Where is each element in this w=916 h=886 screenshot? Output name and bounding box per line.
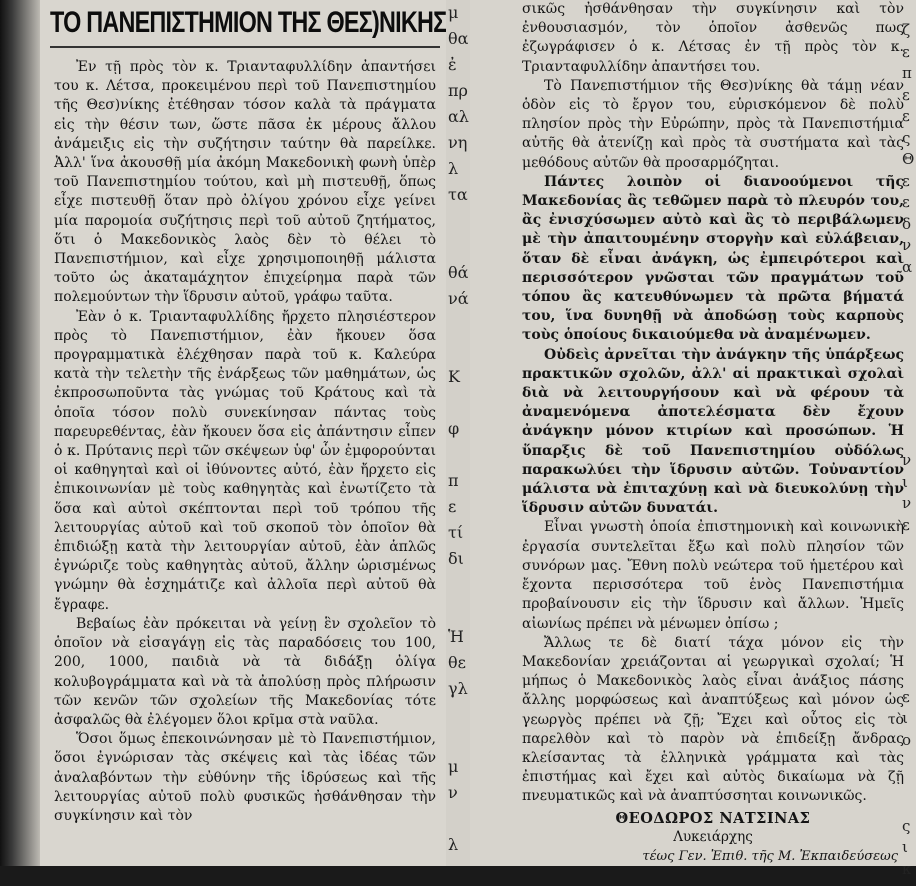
fragment — [446, 338, 470, 364]
fragment: ν — [902, 494, 912, 512]
fragment — [902, 665, 916, 687]
author-role: τέως Γεν. Ἐπιθ. τῆς Μ. Ἐκπαιδεύσεως — [642, 848, 898, 864]
fragment: ν — [902, 451, 912, 469]
fragment: τα — [448, 185, 468, 204]
fragment: μ — [448, 3, 459, 22]
fragment: ε — [902, 107, 910, 125]
fragment: δ — [902, 214, 912, 233]
fragment: ν — [448, 783, 458, 802]
adjacent-column-fragments — [446, 0, 470, 866]
paragraph: σικῶς ἠσθάνθησαν τὴν συγκίνησιν καὶ τὸν ἐνθουσιασμόν, τὸν ὁποῖον ἀσθενῶς πως ἐζωγράφισεν ὁ κ. Λέτσας ἐν τῇ πρὸς τὸν κ. Τριανταφυλλίδην ἀπαντήσει του. — [522, 1, 904, 75]
fragment: ι — [902, 709, 908, 727]
fragment: δι — [448, 549, 464, 568]
fragment — [902, 558, 916, 580]
fragment: ἐ — [448, 55, 457, 74]
fragment — [902, 343, 916, 365]
paragraph: Βεβαίως ἐὰν πρόκειται νὰ γείνῃ ἓν σχολεῖον τὸ ὁποῖον νὰ εἰσαγάγῃ εἰς τὰς παραδόσεις του 100, 200, 1000, παιδιὰ νὰ τὰ διδάξῃ ὀλίγα κολυβογράμματα καὶ νὰ τὰ ἀπολύσῃ πρὸς πλήρωσιν τῶν κενῶν τῶν σχολείων τῆς Μακεδονίας τότε ἀσφαλῶς θὰ ἐλέγομεν ὅλοι κρῖμα στὰ ναῦλα. — [54, 615, 436, 728]
fragment: θα — [448, 29, 469, 48]
paragraph: Ἐὰν ὁ κ. Τριανταφυλλίδης ἤρχετο πλησιέστερον πρὸς τὸ Πανεπιστήμιον, ἐὰν ἤκουεν ὅσα προγραμματικὰ ἐλέχθησαν παρὰ τοῦ κ. Καλεύρα κατὰ τὴν τελετὴν τῆς ἐνάρξεως τῶν μαθημάτων, ὡς ἐκπροσωποῦντα τὰς γνώμας τοῦ Κράτους καὶ τὰ ὁποῖα τόσον πολὺ συνεκίνησαν πάντας τοὺς παρευρεθέντας, ἐὰν ἤκουεν ὅσα εἰς ἀπάντησιν εἶπεν ὁ κ. Πρύτανις περὶ τῶν σκέψεων ὑφ' ὧν ἐμφορούνται οἱ καθηγηταὶ καὶ οἱ ἰθύνοντες αὐτό, ἐὰν ἤρχετο εἰς ἐπικοινωνίαν μὲ τοὺς καθηγητὰς καὶ ἐνωτίζετο τὰ ὅσα καὶ αὐτοὶ σκέπτονται περὶ τοῦ τρόπου τῆς λειτουργίας αὐτοῦ καὶ τοῦ σκοποῦ τὸν ὁποῖον θὰ ἐπιδιώξῃ κατὰ τὴν λειτουργίαν αὐτοῦ, ἐὰν ἁπλῶς ἐγνώριζε τοὺς καθηγητὰς αὐτοῦ, ἄλλην ὡρισμένως γνώμην θὰ ἐσχημάτιζε καὶ ἀλλοῖα περὶ αὐτοῦ θὰ ἔγραφε. — [54, 308, 436, 613]
fragment: ε — [902, 515, 910, 534]
fragment: ι — [902, 472, 908, 491]
fragment — [902, 579, 916, 601]
fragment — [446, 208, 470, 234]
fragment — [446, 572, 470, 598]
fragment: γλ — [448, 679, 468, 698]
fragment — [446, 598, 470, 624]
paragraph: Ὅσοι ὅμως ἐπεκοινώνησαν μὲ τὸ Πανεπιστήμιον, ὅσοι ἐγνώρισαν τὰς σκέψεις καὶ τὰς ἰδέας τῶν ἀναλαβόντων τὴν εὐθύνην τῆς ἱδρύσεως καὶ τῆς λειτουργίας αὐτοῦ πολὺ φυσικῶς ἠσθάνθησαν τὴν συγκίνησιν καὶ τὸν — [54, 731, 436, 824]
fragment: τί — [448, 523, 464, 542]
author-name: ΘΕΟΔΩΡΟΣ ΝΑΤΣΙΝΑΣ — [615, 809, 811, 827]
fragment — [446, 442, 470, 468]
fragment: ε — [448, 497, 457, 516]
fragment: ε — [902, 193, 910, 211]
paragraph: Ἄλλως τε δὲ διατί τάχα μόνον εἰς τὴν Μακεδονίαν χρειάζονται αἱ γεωργικαὶ σχολαί; Ἡ μήπως ὁ Μακεδονικὸς λαὸς εἶναι ἀνάξιος πάσης ἄλλης μορφώσεως καὶ ἀναπτύξεως καὶ μόνον ὡς γεωργὸς πρέπει νὰ ζῇ; Ἔχει καὶ οὗτος εἰς τὸ παρελθὸν καὶ τὸ παρὸν νὰ ἐπιδείξῃ ἄνδρας κλείσαντας τὰ ἑλληνικὰ γράμματα καὶ τὰς ἐπιστήμας καὶ ἔχει καὶ αὐτὸς δικαίωμα νὰ ζῇ πνευματικῶς καὶ νὰ ἀναπτύσσηται κοινωνικῶς. — [522, 634, 904, 805]
paragraph: Ἐν τῇ πρὸς τὸν κ. Τριανταφυλλίδην ἀπαντήσει του κ. Λέτσα, προκειμένου περὶ τοῦ Πανεπιστημίου τῆς Θεσ)νίκης ἐτέθησαν τόσον καλὰ τὰ πράγματα εἰς τὴν θέσιν των, ὥστε πᾶσα ἐκ μέρους ἄλλου ἀνάμειξις εἰς τὴν συζήτησιν ταύτην θὰ παρείλκε. Ἀλλ' ἵνα ἀκουσθῇ μία ἀκόμη Μακεδονικὴ φωνὴ ὑπὲρ τοῦ Πανεπιστημίου τούτου, καὶ μὴ πιστευθῇ, ὅπως εἶχε πιστευθῇ ὅταν πρὸ ὀλίγου χρόνου εἶχε γείνει μία παρομοία συζήτησις περὶ τοῦ αὐτοῦ ζητήματος, ὅτι ὁ Μακεδονικὸς λαὸς δὲν τὸ θέλει τὸ Πανεπιστήμιον, καὶ εἶχε χρησιμοποιηθῇ μάλιστα τοῦτο ὡς ἀκαταμάχητον ἐπιχείρημα παρὰ τῶν πολεμούντων τὴν ἵδρυσιν αὐτοῦ, γράφω ταῦτα. — [54, 59, 436, 306]
fragment — [446, 728, 470, 754]
fragment: ε — [902, 85, 910, 104]
fragment: νη — [448, 133, 468, 152]
fragment: Θ — [902, 150, 915, 168]
fragment — [902, 429, 916, 451]
fragment: μ — [448, 757, 459, 776]
fragment: θε — [448, 653, 466, 672]
fragment: ε — [902, 42, 910, 61]
fragment: ς — [902, 128, 911, 147]
fragment: α — [902, 257, 913, 276]
fragment: λ — [448, 835, 459, 854]
fragment: π — [902, 64, 912, 82]
fragment — [446, 806, 470, 832]
fragment — [902, 622, 916, 644]
fragment — [902, 751, 916, 773]
adjacent-column-fragments-right — [902, 0, 916, 886]
fragment: ς — [902, 816, 911, 835]
fragment — [902, 644, 916, 666]
fragment: θά — [448, 263, 469, 282]
fragment: λ — [448, 159, 459, 178]
paragraph: Οὐδεὶς ἀρνεῖται τὴν ἀνάγκην τῆς ὑπάρξεως πρακτικῶν σχολῶν, ἀλλ' αἱ πρακτικαὶ σχολαὶ διὰ νὰ λειτουργήσουν καὶ νὰ φέρουν τὰ ἀναμενόμενα ἀποτελέσματα δὲν ἔχουν ἀνάγκην μόνον κτιρίων καὶ προσώπων. Ἡ ὕπαρξις δὲ τοῦ Πανεπιστημίου οὐδόλως παρακωλύει τὴν ἵδρυσιν αὐτῶν. Τοὐναντίον μάλιστα νὰ ἐπιταχύνῃ καὶ νὰ διευκολύνῃ τὴν ἵδρυσιν αὐτῶν δυνατάι. — [522, 346, 904, 517]
fragment — [902, 278, 916, 300]
fragment — [902, 536, 916, 558]
fragment: ι — [902, 838, 908, 856]
right-clipping — [470, 0, 916, 878]
fragment: ο — [902, 730, 912, 749]
fragment — [902, 407, 916, 429]
left-column-text — [0, 54, 446, 826]
fragment: νά — [448, 289, 469, 308]
fragment — [902, 773, 916, 795]
fragment: Κ — [448, 367, 460, 386]
left-clipping — [0, 0, 446, 866]
article-headline: ΤΟ ΠΑΝΕΠΙΣΤΗΜΙΟΝ ΤΗΣ ΘΕΣ)ΝΙΚΗΣ — [50, 6, 440, 48]
paragraph: Εἶναι γνωστὴ ὁποία ἐπιστημονικὴ καὶ κοινωνικὴ ἐργασία συντελεῖται ἔξω καὶ πολὺ πλησίον τῶν συνόρων μας. Ἔθνη πολὺ νεώτερα τοῦ ἡμετέρου καὶ ἔχοντα περισσότερα τοῦ ἑνὸς Πανεπιστήμια προβαίνουσιν εἰς τὴν ἵδρυσιν καὶ ἄλλων. Ἡμεῖς αἰωνίως πρέπει νὰ μένωμεν ὀπίσω ; — [522, 519, 904, 632]
right-column-text — [470, 0, 916, 866]
fragment: αλ — [448, 107, 469, 126]
paragraph: Πάντες λοιπὸν οἱ διανοούμενοι τῆς Μακεδονίας ἂς τεθῶμεν παρὰ τὸ πλευρόν του, ἂς ἐνισχύσωμεν αὐτὸ καὶ ἂς τὸ περιβάλωμεν μὲ τὴν ἀπαιτουμένην στοργὴν καὶ εὐλάβειαν, ὅταν δὲ εἶναι ἀνάγκη, ὡς ἐμπειρότεροι καὶ περισσότερον γνῶσται τῶν πραγμάτων τοῦ τόπου ἂς κατευθύνωμεν τὰ πρῶτα βήματά του, ἵνα δυνηθῇ νὰ ἀποδώσῃ τοὺς καρποὺς τοὺς ὁποίους δικαιούμεθα νὰ ἀναμένωμεν. — [522, 173, 904, 344]
scan-edge-shadow — [0, 0, 40, 866]
fragment: ν — [902, 236, 912, 254]
fragment: ζ — [902, 21, 911, 39]
fragment: ε — [902, 687, 910, 706]
paragraph: Τὸ Πανεπιστήμιον τῆς Θεσ)νίκης θὰ τάμῃ νέαν ὁδὸν εἰς τὸ ἔργον του, εὑρισκόμενον δὲ πολὺ πλησίον πρὸς τὴν Εὐρώπην, πρὸς τὰ Πανεπιστήμια αὐτῆς θὰ ἀτενίζῃ καὶ πρὸς τὰ συστήματα καὶ τὰς μεθόδους αὐτῶν θὰ προσαρμόζηται. — [522, 77, 904, 171]
fragment — [902, 300, 916, 322]
fragment: φ — [448, 419, 460, 438]
fragment — [446, 234, 470, 260]
fragment: π — [448, 471, 459, 490]
fragment: πρ — [448, 81, 468, 100]
fragment: Ἡ — [448, 627, 464, 646]
fragment — [902, 601, 916, 623]
fragment — [446, 702, 470, 728]
fragment — [902, 386, 916, 408]
fragment — [446, 390, 470, 416]
fragment — [446, 312, 470, 338]
fragment — [902, 794, 916, 816]
fragment: κ — [902, 859, 912, 878]
author-title: Λυκειάρχης — [673, 828, 753, 845]
fragment — [902, 364, 916, 386]
fragment: ε — [902, 171, 910, 190]
fragment — [902, 321, 916, 343]
